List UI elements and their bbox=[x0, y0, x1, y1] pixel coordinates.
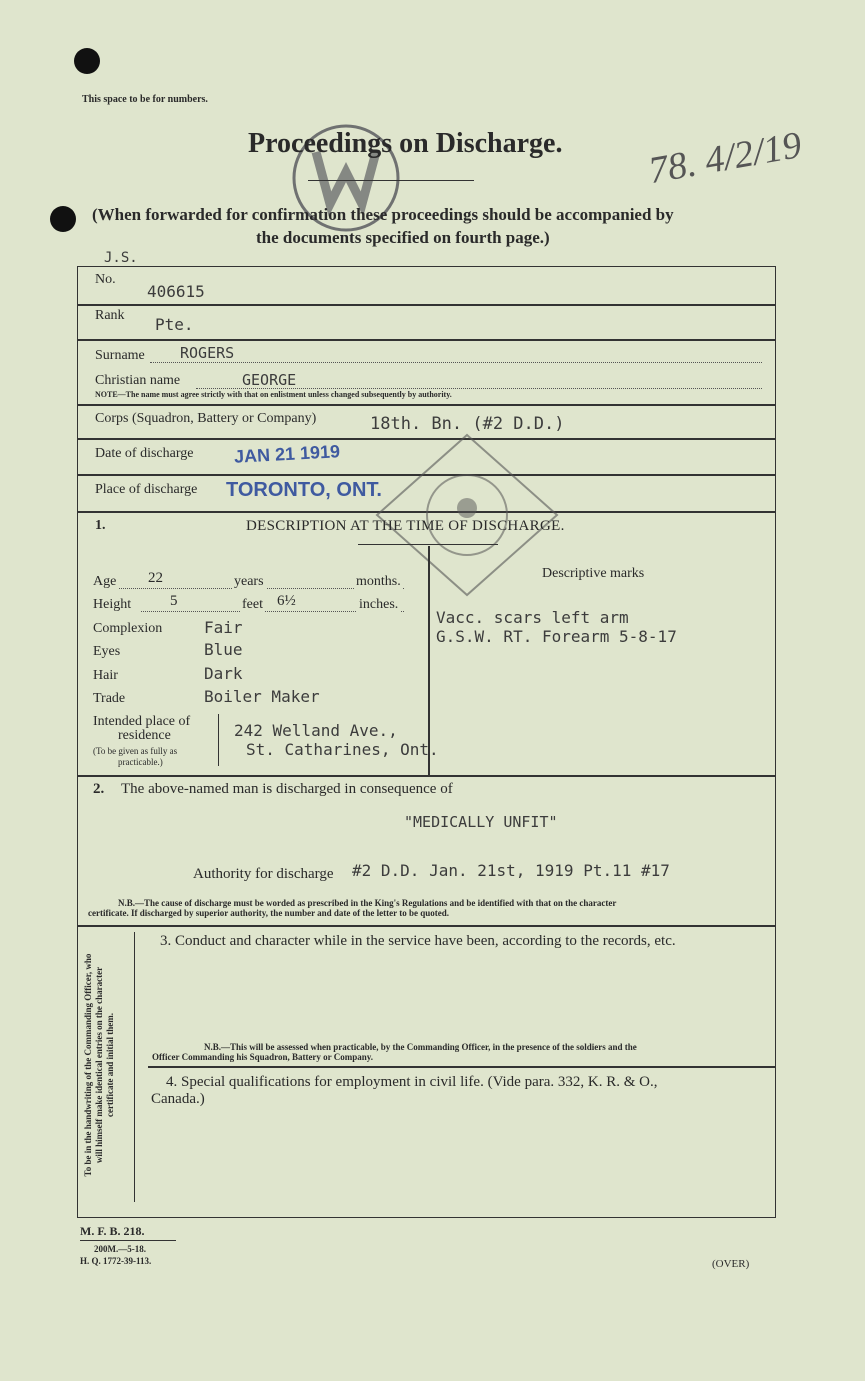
trade-value: Boiler Maker bbox=[204, 687, 320, 706]
no-label: No. bbox=[95, 272, 116, 287]
over-label: (OVER) bbox=[712, 1258, 750, 1270]
rank-label: Rank bbox=[95, 308, 125, 323]
residence-note1: (To be given as fully as bbox=[93, 746, 178, 756]
print-code1: 200M.—5-18. bbox=[94, 1244, 146, 1254]
christian-name-label: Christian name bbox=[95, 373, 181, 388]
side-note-line3: certificate and initial them. bbox=[105, 1013, 115, 1117]
residence-label1: Intended place of bbox=[93, 714, 191, 729]
section4-text2: Canada.) bbox=[151, 1091, 205, 1107]
residence-line2: St. Catharines, Ont. bbox=[246, 740, 439, 759]
row-divider bbox=[148, 1066, 776, 1068]
residence-note2: practicable.) bbox=[118, 757, 163, 767]
heading-underline bbox=[358, 544, 498, 545]
years-label: years bbox=[234, 574, 264, 589]
authority-label: Authority for discharge bbox=[193, 866, 334, 882]
footer-rule bbox=[80, 1240, 176, 1241]
side-note-line1: To be in the handwriting of the Commanding Officer, who bbox=[83, 953, 93, 1177]
height-feet-value: 5 bbox=[170, 593, 178, 609]
surname-dotted-line bbox=[150, 362, 762, 363]
form-number: M. F. B. 218. bbox=[80, 1224, 145, 1238]
surname-value: ROGERS bbox=[180, 344, 235, 362]
trade-label: Trade bbox=[93, 691, 126, 706]
section3-text: 3. Conduct and character while in the service have been, according to the records, etc. bbox=[160, 933, 676, 949]
handwritten-date: 78. 4/2/19 bbox=[645, 123, 805, 193]
side-note bbox=[83, 925, 116, 1205]
height-inches-value: 6½ bbox=[277, 593, 296, 609]
corps-value: 18th. Bn. (#2 D.D.) bbox=[370, 414, 565, 434]
row-divider bbox=[77, 775, 776, 777]
authority-value: #2 D.D. Jan. 21st, 1919 Pt.11 #17 bbox=[352, 861, 670, 880]
row-divider bbox=[77, 339, 776, 341]
residence-label2: residence bbox=[118, 728, 171, 743]
side-note-bracket bbox=[134, 932, 135, 1202]
feet-label: feet bbox=[242, 597, 263, 612]
section1-heading: DESCRIPTION AT THE TIME OF DISCHARGE. bbox=[246, 518, 565, 534]
section3-nb1: N.B.—This will be assessed when practicable, by the Commanding Officer, in the presence of the soldiers and the bbox=[204, 1042, 637, 1052]
eyes-value: Blue bbox=[204, 640, 243, 659]
print-code2: H. Q. 1772-39-113. bbox=[80, 1256, 152, 1266]
section4-text1: 4. Special qualifications for employment in civil life. (Vide para. 332, K. R. & O., bbox=[166, 1074, 658, 1090]
christian-name-value: GEORGE bbox=[242, 371, 297, 389]
surname-label: Surname bbox=[95, 348, 145, 363]
months-label: months. bbox=[356, 574, 401, 589]
section3-nb2: Officer Commanding his Squadron, Battery or Company. bbox=[152, 1052, 374, 1062]
corps-label: Corps (Squadron, Battery or Company) bbox=[95, 411, 317, 426]
section2-nb1: N.B.—The cause of discharge must be worded as prescribed in the King's Regulations and be identified with that on the character bbox=[118, 898, 617, 908]
hair-value: Dark bbox=[204, 664, 243, 683]
discharge-reason: "MEDICALLY UNFIT" bbox=[404, 813, 558, 831]
marks-line1: Vacc. scars left arm bbox=[436, 608, 629, 627]
height-label: Height bbox=[93, 597, 132, 612]
title-underline bbox=[308, 180, 474, 181]
no-value: 406615 bbox=[147, 282, 205, 301]
punch-hole-top bbox=[74, 48, 100, 74]
date-label: Date of discharge bbox=[95, 446, 194, 461]
place-label: Place of discharge bbox=[95, 482, 198, 497]
eyes-label: Eyes bbox=[93, 644, 121, 659]
name-note: NOTE—The name must agree strictly with that on enlistment unless changed subsequently by authority. bbox=[95, 390, 452, 399]
row-divider bbox=[77, 404, 776, 406]
section2-nb2: certificate. If discharged by superior authority, the number and date of the letter to be quoted. bbox=[88, 908, 449, 918]
marks-line2: G.S.W. RT. Forearm 5-8-17 bbox=[436, 627, 677, 646]
initials: J.S. bbox=[104, 250, 138, 266]
place-stamp: TORONTO, ONT. bbox=[226, 479, 382, 501]
age-label: Age bbox=[93, 574, 117, 589]
side-note-line2: will himself make identical entries on the character bbox=[94, 966, 104, 1164]
space-note: This space to be for numbers. bbox=[82, 94, 208, 105]
age-value: 22 bbox=[148, 570, 163, 586]
subtitle-line2: the documents specified on fourth page.) bbox=[256, 228, 550, 247]
complexion-label: Complexion bbox=[93, 621, 163, 636]
subtitle-line1: (When forwarded for confirmation these proceedings should be accompanied by bbox=[92, 205, 674, 224]
residence-bracket bbox=[218, 714, 219, 766]
section2-number: 2. bbox=[93, 781, 105, 797]
punch-hole-middle bbox=[50, 206, 76, 232]
rank-value: Pte. bbox=[155, 315, 194, 334]
section1-number: 1. bbox=[95, 518, 106, 533]
descriptive-marks-label: Descriptive marks bbox=[542, 566, 645, 581]
inches-label: inches. bbox=[359, 597, 399, 612]
date-stamp: JAN 21 1919 bbox=[233, 441, 341, 467]
residence-line1: 242 Welland Ave., bbox=[234, 721, 398, 740]
complexion-value: Fair bbox=[204, 618, 243, 637]
section2-text: The above-named man is discharged in consequence of bbox=[121, 781, 453, 797]
hair-label: Hair bbox=[93, 668, 118, 683]
row-divider bbox=[77, 304, 776, 306]
page-title: Proceedings on Discharge. bbox=[248, 128, 563, 159]
row-divider bbox=[77, 925, 776, 927]
